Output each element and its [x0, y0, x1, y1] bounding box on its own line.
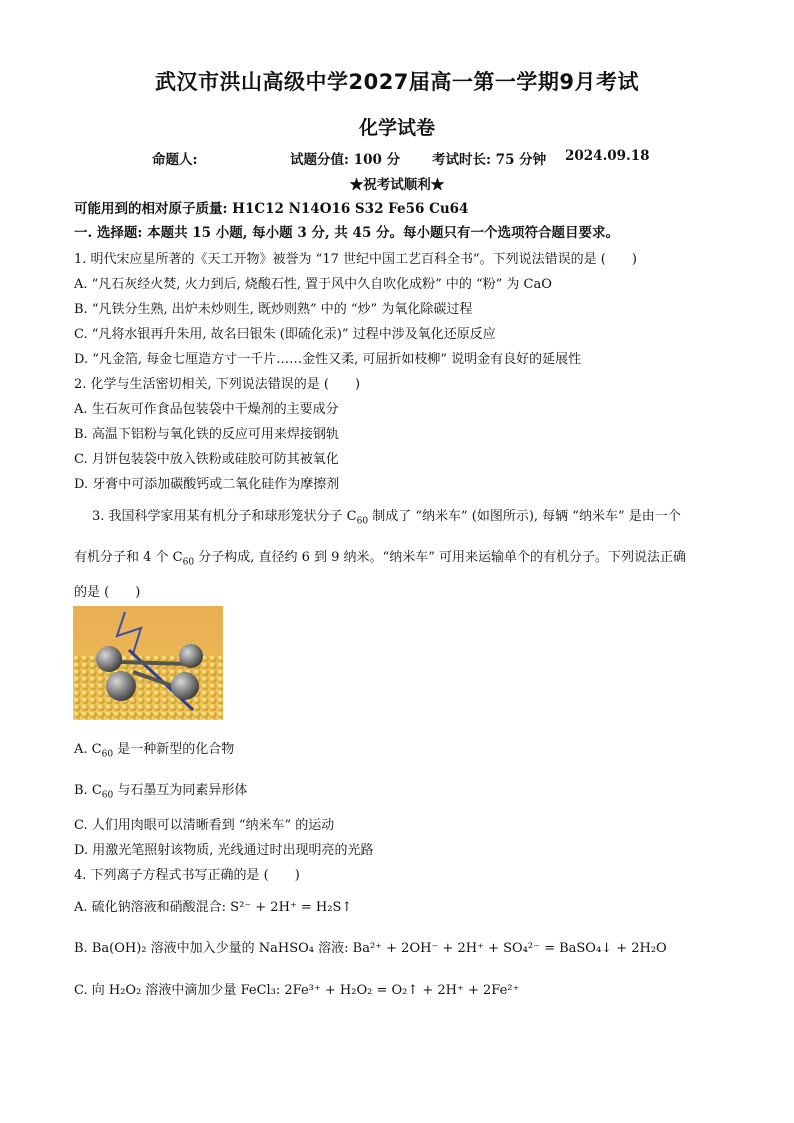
q3-line1-a: 3. 我国科学家用某有机分子和球形笼状分子 C — [92, 509, 357, 524]
question-3-option-c: C. 人们用肉眼可以清晰看到 “纳米车” 的运动 — [74, 818, 335, 833]
q3-b-post: 与石墨互为同素异形体 — [113, 783, 248, 798]
q3-line2-sub: 60 — [182, 557, 195, 568]
setter-label: 命题人: — [152, 152, 198, 168]
question-2-option-c: C. 月饼包装袋中放入铁粉或硅胶可防其被氧化 — [74, 452, 339, 467]
section-heading: 一. 选择题: 本题共 15 小题, 每小题 3 分, 共 45 分。每小题只有一个选项符合题目要求。 — [74, 225, 620, 241]
question-3-stem-line-2 — [74, 546, 686, 568]
exam-date: 2024.09.18 — [565, 148, 650, 164]
q4-a-text: A. 硫化钠溶液和硝酸混合: — [74, 900, 231, 915]
nanocar-figure — [73, 606, 223, 720]
q4-c-text: C. 向 H₂O₂ 溶液中滴加少量 FeCl₃: — [74, 983, 285, 998]
q4-a-equation: S²⁻ + 2H⁺ = H₂S↑ — [230, 900, 353, 915]
time-info: 考试时长: 75 分钟 — [432, 152, 547, 168]
question-1-option-d: D. “凡金箔, 每金七厘造方寸一千片……金性又柔, 可屈折如枝柳” 说明金有良好的延展性 — [74, 352, 582, 367]
q3-b-pre: B. C — [74, 783, 102, 798]
question-4-option-a — [74, 896, 352, 915]
q4-b-formula: Ba(OH)₂ — [91, 941, 147, 956]
question-2-option-b: B. 高温下铝粉与氧化铁的反应可用来焊接钢轨 — [74, 427, 339, 442]
question-3-option-b — [74, 779, 248, 801]
score-info: 试题分值: 100 分 — [290, 152, 401, 168]
question-1-stem: 1. 明代宋应星所著的《天工开物》被誉为 “17 世纪中国工艺百科全书”。下列说法错误的是 ( ) — [74, 252, 637, 267]
question-1-option-b: B. “凡铁分生熟, 出炉未炒则生, 既炒则熟” 中的 “炒” 为氧化除碳过程 — [74, 302, 473, 317]
q3-a-pre: A. C — [74, 742, 102, 757]
question-4-stem: 4. 下列离子方程式书写正确的是 ( ) — [74, 868, 300, 883]
q3-a-sub: 60 — [101, 749, 114, 760]
atomic-masses: 可能用到的相对原子质量: H1C12 N14O16 S32 Fe56 Cu64 — [74, 201, 469, 217]
q3-line2-b: 分子构成, 直径约 6 到 9 纳米。“纳米车” 可用来运输单个的有机分子。下列说法正确 — [194, 550, 686, 565]
exam-subtitle: 化学试卷 — [358, 117, 435, 139]
q3-b-sub: 60 — [101, 790, 114, 801]
question-2-option-a: A. 生石灰可作食品包装袋中干燥剂的主要成分 — [74, 402, 339, 417]
q4-b-mid: 溶液中加入少量的 NaHSO₄ 溶液: — [146, 941, 353, 956]
q3-line1-sub: 60 — [356, 516, 369, 527]
q4-b-equation: Ba²⁺ + 2OH⁻ + 2H⁺ + SO₄²⁻ = BaSO₄↓ + 2H₂O — [352, 941, 667, 956]
q4-b-text: B. — [74, 941, 92, 956]
q4-c-equation: 2Fe³⁺ + H₂O₂ = O₂↑ + 2H⁺ + 2Fe²⁺ — [284, 983, 520, 998]
question-4-option-b — [74, 937, 667, 956]
q3-a-post: 是一种新型的化合物 — [113, 742, 235, 757]
q3-line2-a: 有机分子和 4 个 C — [74, 550, 183, 565]
question-1-option-c: C. “凡将水银再升朱用, 故名曰银朱 (即硫化汞)” 过程中涉及氧化还原反应 — [74, 327, 496, 342]
nanocar-illustration — [73, 606, 223, 720]
question-4-option-c — [74, 979, 519, 998]
exam-title: 武汉市洪山高级中学2027届高一第一学期9月考试 — [154, 70, 640, 94]
question-3-option-a — [74, 738, 235, 760]
question-2-stem: 2. 化学与生活密切相关, 下列说法错误的是 ( ) — [74, 377, 361, 392]
question-3-option-d: D. 用激光笔照射该物质, 光线通过时出现明亮的光路 — [74, 843, 374, 858]
good-luck-wish: ★祝考试顺利★ — [349, 177, 445, 193]
question-3-stem-line-3: 的是 ( ) — [74, 585, 141, 600]
q3-line1-b: 制成了 “纳米车” (如图所示), 每辆 “纳米车” 是由一个 — [368, 509, 681, 524]
question-2-option-d: D. 牙膏中可添加碳酸钙或二氧化硅作为摩擦剂 — [74, 477, 340, 492]
question-3-stem-line-1 — [92, 505, 681, 527]
question-1-option-a: A. “凡石灰经火焚, 火力到后, 烧酸石性, 置于风中久自吹化成粉” 中的 “粉” 为 CaO — [74, 277, 552, 292]
